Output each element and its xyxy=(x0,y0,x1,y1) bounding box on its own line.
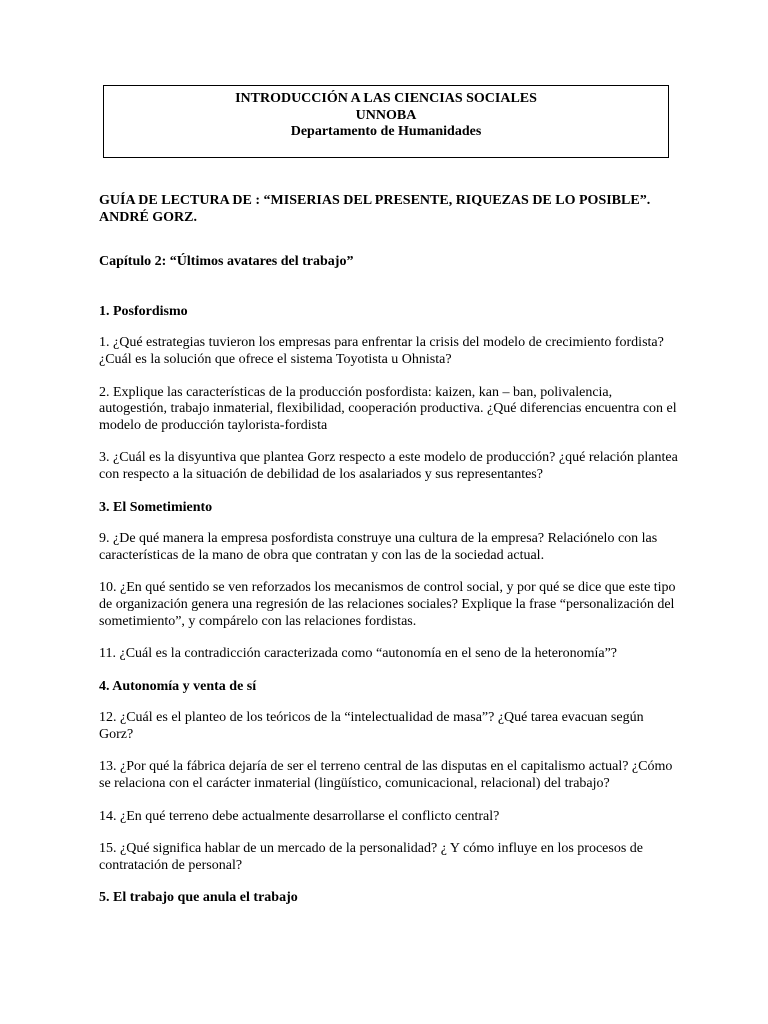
question-item: 15. ¿Qué significa hablar de un mercado de la personalidad? ¿ Y cómo influye en los procesos de contratación de personal? xyxy=(99,841,643,873)
question-item: 11. ¿Cuál es la contradicción caracterizada como “autonomía en el seno de la heteronomía”? xyxy=(99,646,618,662)
question-item: 10. ¿En qué sentido se ven reforzados los mecanismos de control social, y por qué se dice que este tipo de organización genera una regresión de las relaciones sociales? Explique la frase “personalización del sometimiento”, y compárelo con las relaciones fordistas. xyxy=(99,580,676,629)
section-heading-trabajo-anula: 5. El trabajo que anula el trabajo xyxy=(99,890,298,906)
guide-title-line-2: ANDRÉ GORZ. xyxy=(99,209,198,225)
header-university: UNNOBA xyxy=(355,107,417,123)
question-item: 1. ¿Qué estrategias tuvieron los empresas para enfrentar la crisis del modelo de crecimiento fordista? ¿Cuál es la solución que ofrece el sistema Toyotista u Ohnista? xyxy=(99,335,664,367)
header-department: Departamento de Humanidades xyxy=(290,124,482,139)
question-item: 2. Explique las características de la producción posfordista: kaizen, kan – ban, polivalencia, autogestión, trabajo inmaterial, flexibilidad, cooperación productiva. ¿Qué diferencias encuentra con el modelo de producción taylorista-fordista xyxy=(99,384,677,433)
guide-title-line-1: GUÍA DE LECTURA DE : “MISERIAS DEL PRESENTE, RIQUEZAS DE LO POSIBLE”. xyxy=(99,193,651,208)
question-item: 14. ¿En qué terreno debe actualmente desarrollarse el conflicto central? xyxy=(99,808,500,824)
section-heading-autonomia: 4. Autonomía y venta de sí xyxy=(99,678,257,694)
section-heading-posfordismo: 1. Posfordismo xyxy=(99,303,188,319)
chapter-title: Capítulo 2: “Últimos avatares del trabajo” xyxy=(99,254,354,270)
guide-title xyxy=(99,193,679,226)
section-heading-sometimiento: 3. El Sometimiento xyxy=(99,499,213,515)
question-item: 9. ¿De qué manera la empresa posfordista construye una cultura de la empresa? Relaciónelo con las características de la mano de obra que contratan y con las de la sociedad actual. xyxy=(99,531,658,563)
document-body xyxy=(99,193,679,907)
header-box xyxy=(103,85,669,158)
question-item: 3. ¿Cuál es la disyuntiva que plantea Gorz respecto a este modelo de producción? ¿qué relación plantea con respecto a la situación de debilidad de los asalariados y sus representantes? xyxy=(99,450,678,482)
question-item: 13. ¿Por qué la fábrica dejaría de ser el terreno central de las disputas en el capitalismo actual? ¿Cómo se relaciona con el carácter inmaterial (lingüístico, comunicacional, relacional) del trabajo? xyxy=(99,759,673,792)
header-course-title: INTRODUCCIÓN A LAS CIENCIAS SOCIALES xyxy=(235,91,537,106)
question-item: 12. ¿Cuál es el planteo de los teóricos de la “intelectualidad de masa”? ¿Qué tarea evacuan según Gorz? xyxy=(99,710,644,742)
